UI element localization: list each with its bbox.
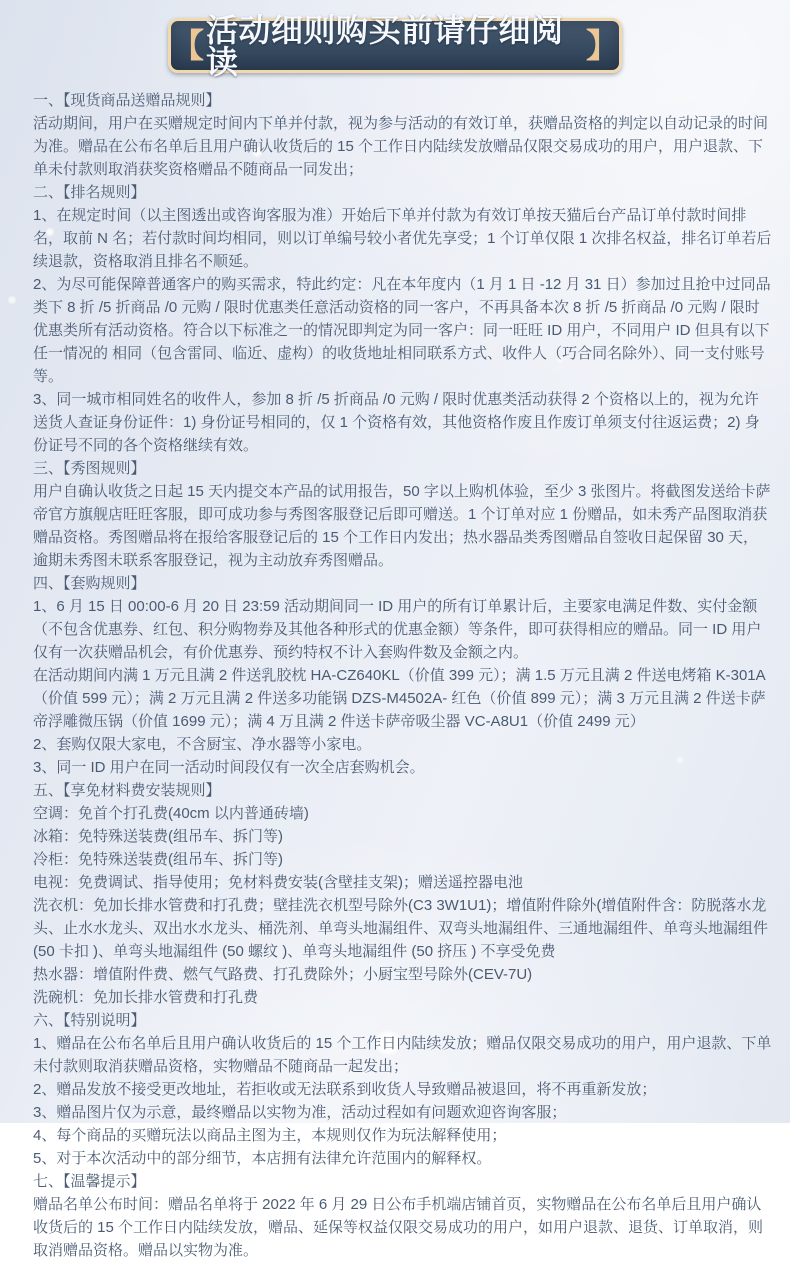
section-paragraph: 2、为尽可能保障普通客户的购买需求，特此约定：凡在本年度内（1 月 1 日 -12 月 31 日）参加过且抢中过同品类下 8 折 /5 折商品 /0 元购 / 限时优惠类任意活动资格的同一客户，不再具备本次 8 折 /5 折商品 /0 元购 / 限时优惠类所有活动资格。符合以下标准之一的情况即判定为同一客户：同一旺旺 ID 用户，不同用户 ID 但具有以下任一情况的 相同（包含雷同、临近、虚构）的收货地址相同联系方式、收件人（巧合同名除外）、同一支付账号等。 (33, 276, 771, 385)
section-heading: 一、【现货商品送赠品规则】 (33, 92, 221, 109)
section-paragraph: 1、6 月 15 日 00:00-6 月 20 日 23:59 活动期间同一 ID 用户的所有订单累计后，主要家电满足件数、实付金额（不包含优惠券、红包、积分购物券及其他各种形式的优惠金额）等条件，即可获得相应的赠品。同一 ID 用户仅有一次获赠品机会，有价优惠券、预约特权不计入套购件数及金额之内。 (33, 598, 762, 661)
section-heading: 二、【排名规则】 (33, 184, 146, 201)
section-paragraph: 电视：免费调试、指导使用；免材料费安装(含壁挂支架)；赠送遥控器电池 (33, 874, 523, 891)
section-paragraph: 冷柜：免特殊送装费(组吊车、拆门等) (33, 851, 283, 868)
rules-content (33, 89, 772, 1262)
section-paragraph: 热水器：增值附件费、燃气气路费、打孔费除外；小厨宝型号除外(CEV-7U) (33, 966, 533, 983)
section-paragraph: 3、同一 ID 用户在同一活动时间段仅有一次全店套购机会。 (33, 759, 425, 776)
section-paragraph: 2、赠品发放不接受更改地址，若拒收或无法联系到收货人导致赠品被退回，将不再重新发放； (33, 1081, 657, 1098)
section-heading: 四、【套购规则】 (33, 575, 146, 592)
section-paragraph: 3、赠品图片仅为示意，最终赠品以实物为准，活动过程如有问题欢迎咨询客服； (33, 1104, 567, 1121)
section-paragraph: 赠品名单公布时间：赠品名单将于 2022 年 6 月 29 日公布手机端店铺首页，实物赠品在公布名单后且用户确认收货后的 15 个工作日内陆续发放，赠品、延保等权益仅限交易成功的用户，如用户退款、退货、订单取消，则取消赠品资格。赠品以实物为准。 (33, 1196, 764, 1259)
section-paragraph: 洗碗机：免加长排水管费和打孔费 (33, 989, 259, 1006)
section-paragraph: 3、同一城市相同姓名的收件人，参加 8 折 /5 折商品 /0 元购 / 限时优惠类活动获得 2 个资格以上的，视为允许送货人查证身份证件：1) 身份证号相同的，仅 1 个资格有效，其他资格作废且作废订单须支付往返运费；2) 身份证号不同的各个资格继续有效。 (33, 391, 760, 454)
section-heading: 三、【秀图规则】 (33, 460, 146, 477)
section-heading: 五、【享免材料费安装规则】 (33, 782, 221, 799)
title-bracket-right: 】 (586, 27, 619, 64)
section-paragraph: 4、每个商品的买赠玩法以商品主图为主，本规则仅作为玩法解释使用； (33, 1127, 507, 1144)
rules-section (33, 779, 772, 1009)
rules-section (33, 181, 772, 457)
page-title: 活动细则购买前请仔细阅读 (206, 11, 564, 80)
section-paragraph: 用户自确认收货之日起 15 天内提交本产品的试用报告，50 字以上购机体验，至少 3 张图片。将截图发送给卡萨帝官方旗舰店旺旺客服，即可成功参与秀图客服登记后即可赠送。1 个订单对应 1 份赠品，如未秀产品图取消获赠品资格。秀图赠品将在报给客服登记后的 15 个工作日内发出；热水器品类秀图赠品自签收日起保留 30 天，逾期未秀图未联系客服登记，视为主动放弃秀图赠品。 (33, 483, 771, 569)
section-heading: 六、【特别说明】 (33, 1012, 146, 1029)
rules-section (33, 457, 772, 572)
section-paragraph: 冰箱：免特殊送装费(组吊车、拆门等) (33, 828, 283, 845)
section-paragraph: 1、赠品在公布名单后且用户确认收货后的 15 个工作日内陆续发放；赠品仅限交易成功的用户，用户退款、下单未付款则取消获赠品资格，实物赠品不随商品一起发出； (33, 1035, 772, 1075)
rules-section (33, 572, 772, 779)
rules-section (33, 1170, 772, 1262)
section-paragraph: 2、套购仅限大家电，不含厨宝、净水器等小家电。 (33, 736, 372, 753)
section-paragraph: 在活动期间内满 1 万元且满 2 件送乳胶枕 HA-CZ640KL（价值 399 元）；满 1.5 万元且满 2 件送电烤箱 K-301A（价值 599 元）；满 2 万元且满 2 件送多功能锅 DZS-M4502A- 红色（价值 899 元）；满 3 万元且满 2 件送卡萨帝浮雕微压锅（价值 1699 元）；满 4 万且满 2 件送卡萨帝吸尘器 VC-A8U1（价值 2499 元） (33, 667, 766, 730)
section-paragraph: 空调：免首个打孔费(40cm 以内普通砖墙) (33, 805, 309, 822)
section-paragraph: 活动期间，用户在买赠规定时间内下单并付款，视为参与活动的有效订单，获赠品资格的判定以自动记录的时间为准。赠品在公布名单后且用户确认收货后的 15 个工作日内陆续发放赠品仅限交易成功的用户，用户退款、下单未付款则取消获奖资格赠品不随商品一同发出； (33, 115, 769, 178)
rules-section (33, 89, 772, 181)
rules-section (33, 1009, 772, 1170)
section-paragraph: 5、对于本次活动中的部分细节，本店拥有法律允许范围内的解释权。 (33, 1150, 492, 1167)
section-heading: 七、【温馨提示】 (33, 1173, 146, 1190)
title-bracket-left: 【 (171, 27, 204, 64)
section-paragraph: 1、在规定时间（以主图透出或咨询客服为准）开始后下单并付款为有效订单按天猫后台产品订单付款时间排名，取前 N 名；若付款时间均相同，则以订单编号较小者优先享受；1 个订单仅限 1 次排名权益，排名订单若后续退款，资格取消且排名不顺延。 (33, 207, 772, 270)
section-paragraph: 洗衣机：免加长排水管费和打孔费；壁挂洗衣机型号除外(C3 3W1U1)；增值附件除外(增值附件含：防脱落水龙头、止水水龙头、双出水水龙头、桶洗剂、单弯头地漏组件、双弯头地漏组件、三通地漏组件、单弯头地漏组件 (50 卡扣 )、单弯头地漏组件 (50 螺纹 )、单弯头地漏组件 (50 挤压 ) 不享受免费 (33, 897, 769, 960)
title-banner (168, 11, 622, 80)
